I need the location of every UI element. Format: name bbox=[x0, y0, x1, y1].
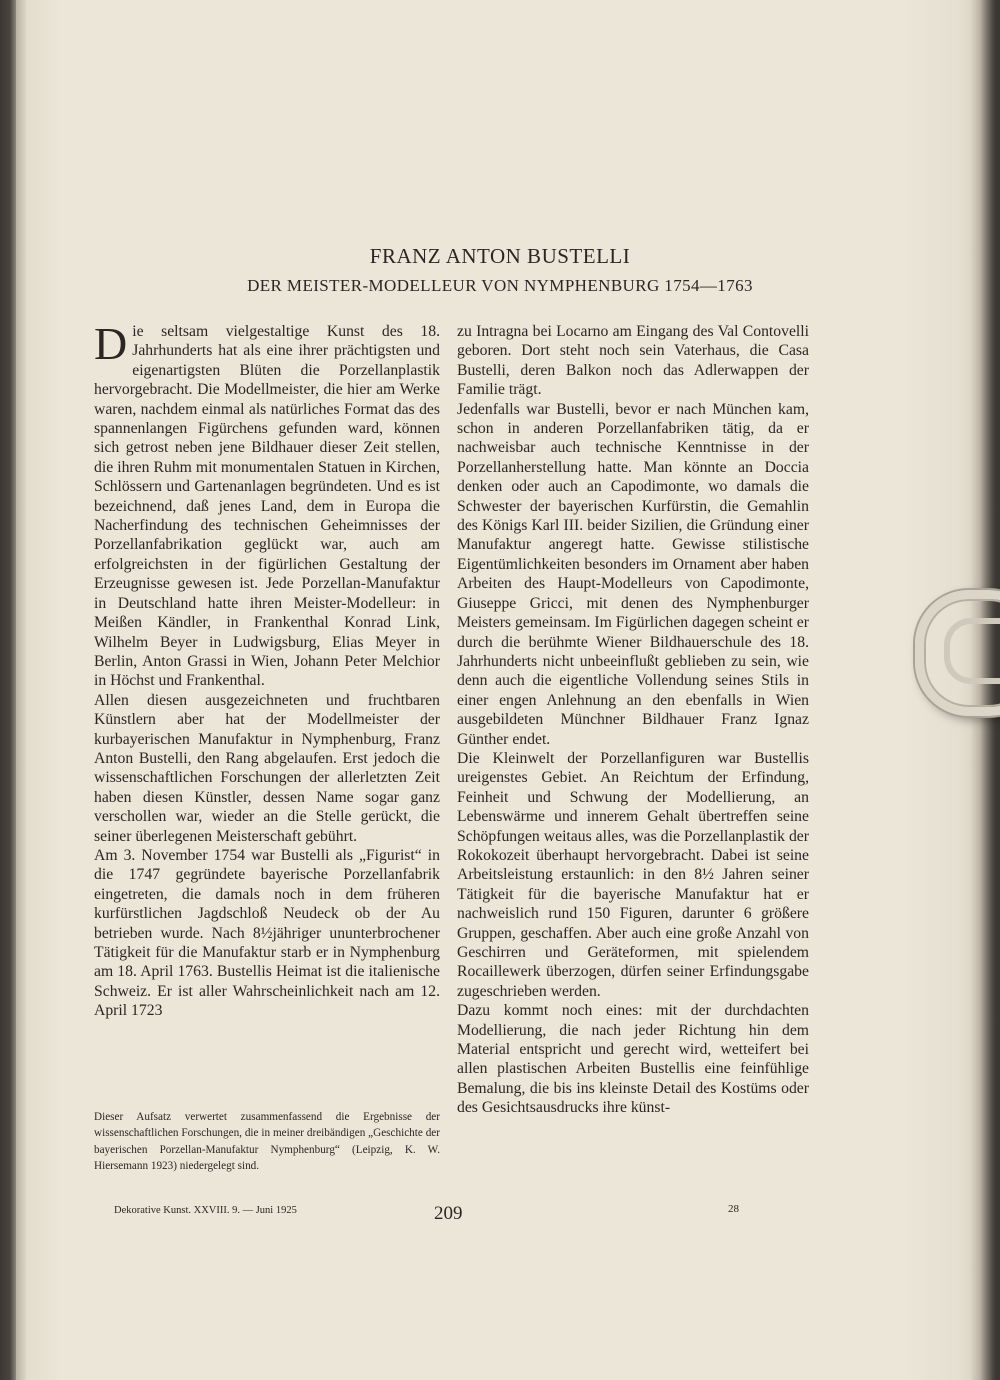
footnote: Dieser Aufsatz verwertet zusammenfassend die Ergebnisse der wissenschaftlichen Forschungen, die in meiner dreibändigen „Geschichte der bayerischen Porzellan-Manufaktur Nymphenburg“ (Leipzig, K. W. Hiersemann 1923) niedergelegt sind. bbox=[94, 1111, 440, 1172]
paragraph: zu Intragna bei Locarno am Eingang des Val Contovelli geboren. Dort steht noch sein Vaterhaus, die Casa Bustelli, deren Balkon noch das Adlerwappen der Familie trägt. bbox=[457, 323, 809, 399]
paragraph: Dazu kommt noch eines: mit der durchdachten Modellierung, die nach jeder Richtung hin dem Material entspricht und gerecht wird, wetteifert bei allen plastischen Arbeiten Bustellis eine feinfühlige Bemalung, die bis ins kleinste Detail des Kostüms oder des Gesichtsausdrucks ihre künst- bbox=[457, 1002, 809, 1117]
paragraph: Am 3. November 1754 war Bustelli als „Figurist“ in die 1747 gegründete bayerische Porzellanfabrik eingetreten, die damals noch in dem früheren kurfürstlichen Jagdschloß Neudeck ob der Au betrieben wurde. Nach 8½jähriger ununterbrochener Tätigkeit für die Manufaktur starb er in Nymphenburg am 18. April 1763. Bustellis Heimat ist die italienische Schweiz. Er ist aller Wahrscheinlichkeit nach am 12. April 1723 bbox=[94, 846, 440, 1020]
paragraph: Jedenfalls war Bustelli, bevor er nach München kam, schon in anderen Porzellanfabriken tätig, da er nachweisbar auch technische Kenntnisse in der Porzellanherstellung hatte. Man könnte an Doccia denken oder auch an Capodimonte, wo damals die Schwester der bayerischen Kurfürstin, die Gemahlin des Königs Karl III. beider Sizilien, die Gründung einer Manufaktur angeregt hatte. Gewisse stilistische Eigentümlichkeiten besonders im Ornament aber haben Arbeiten des Haupt-Modelleurs von Capodimonte, Giuseppe Gricci, mit denen des Nymphenburger Meisters gemeinsam. Im Figürlichen dagegen scheint er durch die berühmte Wiener Bildhauerschule des 18. Jahrhunderts nicht unbeeinflußt geblieben zu sein, wie denn auch die eigentliche Vollendung seines Stils in einer engen Anlehnung an den ebenfalls in Wien ausgebildeten Münchner Bildhauer Franz Ignaz Günther endet. bbox=[457, 400, 809, 748]
printer-signature: 28 bbox=[728, 1203, 739, 1215]
paragraph-text: ie seltsam vielgestaltige Kunst des 18. Jahrhunderts hat als eine ihrer prächtigsten und eigenartigsten Blüten die Porzellanplastik hervorgebracht. Die Modellmeister, die hier am Werke waren, nachdem einmal als natürliches Format das des spannenlangen Figürchens gefunden ward, können sich getrost neben jene Bildhauer dieser Zeit stellen, die ihren Ruhm mit monumentalen Statuen in Kirchen, Schlössern und Gartenanlagen begründeten. Und es ist bezeichnend, daß jenes Land, dem in Europa die Nacherfindung des technischen Geheimnisses der Porzellanfabrikation geglückt war, auch am erfolgreichsten in der figürlichen Gestaltung der Erzeugnisse gewesen ist. Jede Porzellan-Manufaktur in Deutschland hatte ihren Meister-Modelleur: in Meißen Kändler, in Frankenthal Konrad Link, Wilhelm Beyer in Ludwigsburg, Elias Meyer in Berlin, Anton Grassi in Wien, Johann Peter Melchior in Höchst und Frankenthal. bbox=[94, 323, 440, 690]
paragraph: Die Kleinwelt der Porzellanfiguren war Bustellis ureigenstes Gebiet. An Reichtum der Erfindung, Feinheit und Schwung der Modellierung, an Lebenswärme und innerem Gehalt übertreffen seine Schöpfungen weitaus alles, was die Porzellanplastik der Rokokozeit überhaupt hervorgebracht. Dabei ist seine Arbeitsleistung erstaunlich: in den 8½ Jahren seiner Tätigkeit für die bayerische Manufaktur hat er nachweislich rund 150 Figuren, darunter 6 größere Gruppen, geschaffen. Aber auch eine große Anzahl von Geschirren und Geräteformen, mit spielendem Rocaillewerk überzogen, dürfen seiner Erfindungsgabe zugeschrieben werden. bbox=[457, 749, 809, 1000]
drop-cap: D bbox=[94, 318, 128, 369]
paragraph bbox=[94, 318, 440, 691]
paragraph: Allen diesen ausgezeichneten und fruchtbaren Künstlern aber hat der Modellmeister der kurbayerischen Manufaktur in Nymphenburg, Franz Anton Bustelli, den Rang abgelaufen. Erst jedoch die wissenschaftlichen Forschungen der allerletzten Zeit haben diesen Künstler, dessen Name sogar ganz verschollen war, wieder an die Stelle gerückt, die seiner überlegenen Meisterschaft gebührt. bbox=[94, 691, 440, 845]
journal-reference: Dekorative Kunst. XXVIII. 9. — Juni 1925 bbox=[114, 1205, 297, 1216]
article-subtitle: DER MEISTER-MODELLEUR VON NYMPHENBURG 1754—1763 bbox=[247, 276, 753, 295]
page-gutter-edge bbox=[16, 0, 26, 1380]
page-number: 209 bbox=[434, 1203, 463, 1224]
left-column bbox=[94, 318, 440, 1021]
right-column bbox=[457, 322, 809, 1118]
paper-clip-inner-loop bbox=[944, 618, 1000, 684]
article-title: FRANZ ANTON BUSTELLI bbox=[369, 244, 631, 268]
